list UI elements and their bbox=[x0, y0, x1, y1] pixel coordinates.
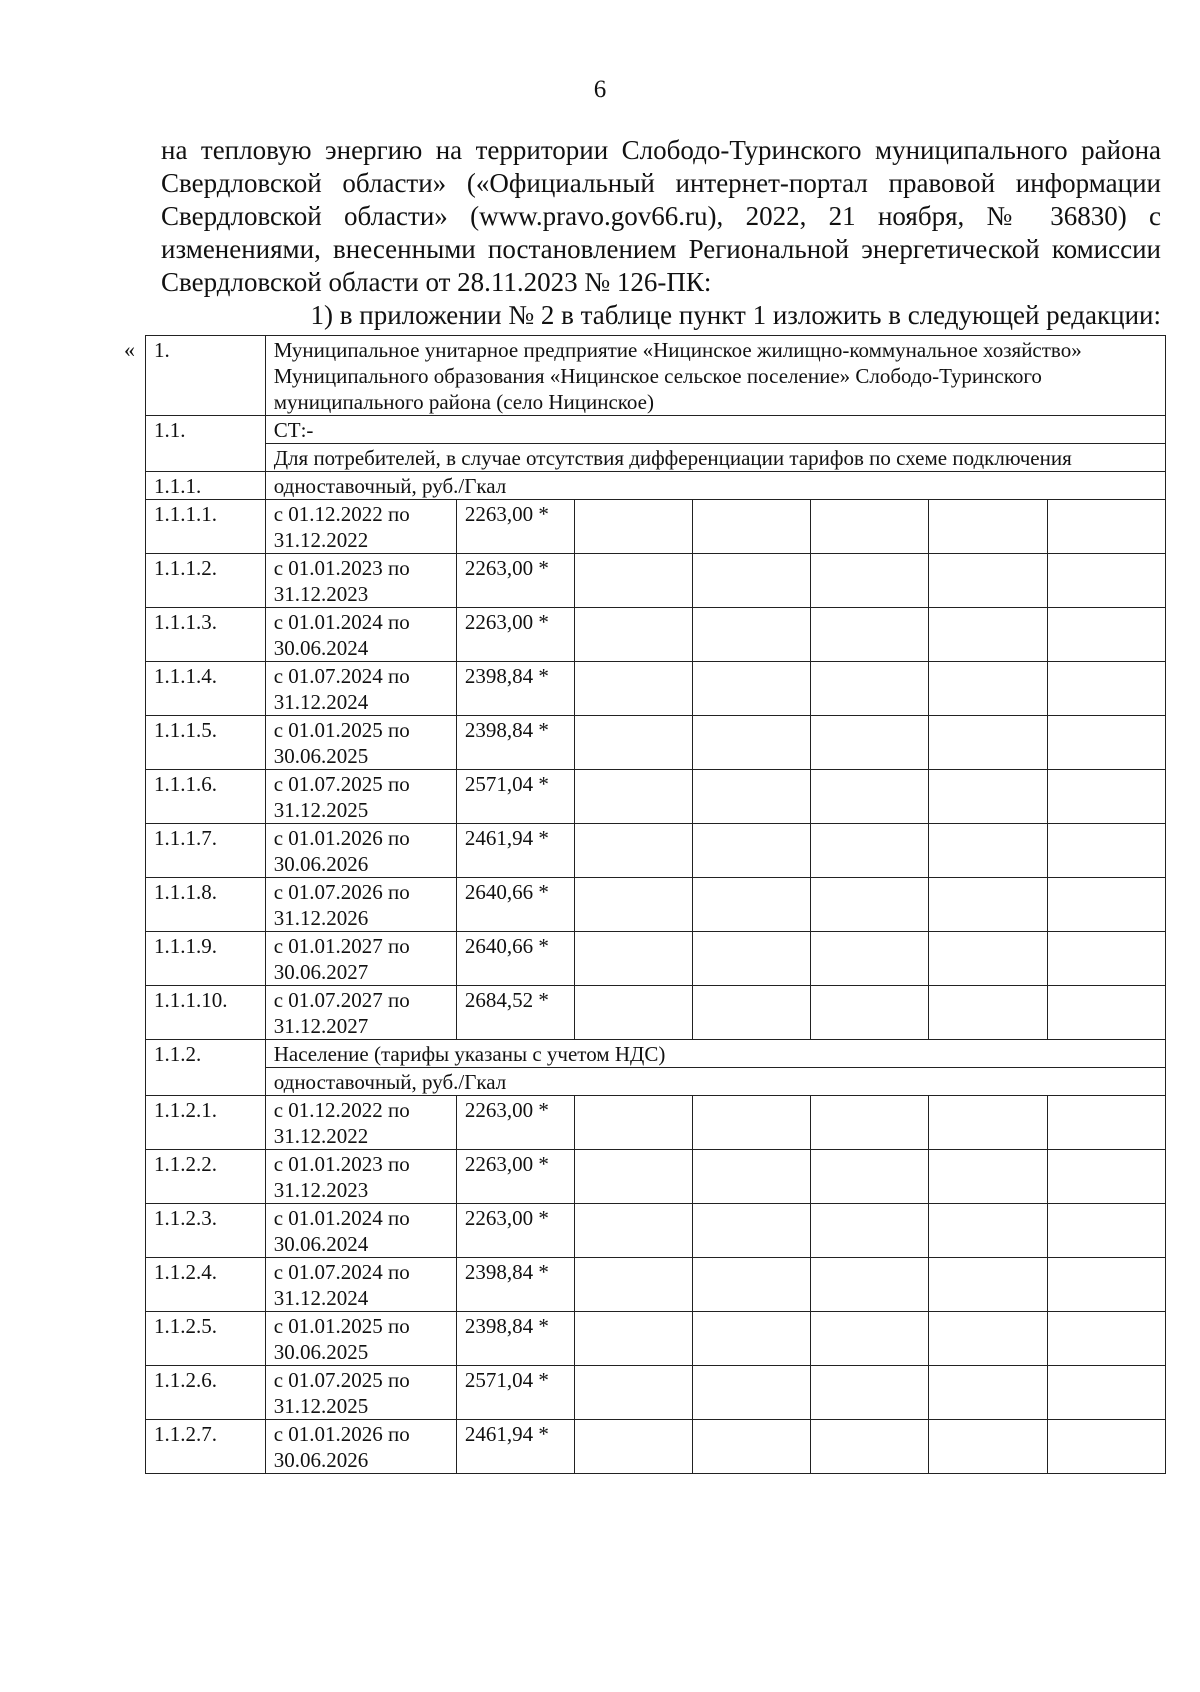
table-row bbox=[146, 1040, 1166, 1068]
empty-cell bbox=[692, 1096, 810, 1150]
empty-cell bbox=[929, 878, 1047, 932]
empty-cell bbox=[811, 1150, 929, 1204]
tariff-value: 2571,04 * bbox=[456, 770, 574, 824]
tariff-value: 2263,00 * bbox=[456, 608, 574, 662]
row-number: 1.1.1.5. bbox=[146, 716, 266, 770]
period-cell: с 01.07.2025 по 31.12.2025 bbox=[265, 770, 456, 824]
tariff-value: 2398,84 * bbox=[456, 1312, 574, 1366]
period-cell: с 01.12.2022 по 31.12.2022 bbox=[265, 500, 456, 554]
empty-cell bbox=[811, 608, 929, 662]
empty-cell bbox=[692, 1204, 810, 1258]
intro-text bbox=[161, 134, 1161, 332]
tariff-value: 2640,66 * bbox=[456, 932, 574, 986]
empty-cell bbox=[929, 608, 1047, 662]
tariff-value: 2263,00 * bbox=[456, 554, 574, 608]
intro-paragraph: на тепловую энергию на территории Слободо-Туринского муниципального района Свердловской области» («Официальный интернет-портал правовой информации Свердловской области» (www.pravo.gov66.ru), 2022, 21 ноября, № 36830) с изменениями, внесенными постановлением Региональной энергетической комиссии Свердловской области от 28.11.2023 № 126-ПК: bbox=[161, 135, 1161, 297]
empty-cell bbox=[929, 824, 1047, 878]
empty-cell bbox=[574, 1312, 692, 1366]
empty-cell bbox=[929, 1150, 1047, 1204]
empty-cell bbox=[574, 986, 692, 1040]
table-row bbox=[146, 824, 1166, 878]
table-row bbox=[146, 608, 1166, 662]
consumers-label: Для потребителей, в случае отсутствия дифференциации тарифов по схеме подключения bbox=[265, 444, 1165, 472]
period-cell: с 01.01.2023 по 31.12.2023 bbox=[265, 1150, 456, 1204]
section-label: Население (тарифы указаны с учетом НДС) bbox=[265, 1040, 1165, 1068]
empty-cell bbox=[929, 1366, 1047, 1420]
empty-cell bbox=[574, 500, 692, 554]
empty-cell bbox=[929, 1258, 1047, 1312]
st-label: СТ:- bbox=[265, 416, 1165, 444]
row-number: 1.1.1.6. bbox=[146, 770, 266, 824]
tariff-value: 2571,04 * bbox=[456, 1366, 574, 1420]
table-row bbox=[146, 986, 1166, 1040]
period-cell: с 01.01.2023 по 31.12.2023 bbox=[265, 554, 456, 608]
table-row bbox=[146, 1150, 1166, 1204]
row-number: 1.1.2. bbox=[146, 1040, 266, 1096]
empty-cell bbox=[811, 824, 929, 878]
tariff-value: 2398,84 * bbox=[456, 1258, 574, 1312]
period-cell: с 01.07.2026 по 31.12.2026 bbox=[265, 878, 456, 932]
empty-cell bbox=[692, 554, 810, 608]
empty-cell bbox=[929, 1204, 1047, 1258]
tariff-value: 2461,94 * bbox=[456, 1420, 574, 1474]
period-cell: с 01.07.2024 по 31.12.2024 bbox=[265, 1258, 456, 1312]
empty-cell bbox=[692, 1312, 810, 1366]
empty-cell bbox=[1047, 824, 1165, 878]
row-number: 1.1.1.9. bbox=[146, 932, 266, 986]
empty-cell bbox=[574, 1096, 692, 1150]
empty-cell bbox=[574, 1366, 692, 1420]
empty-cell bbox=[811, 1258, 929, 1312]
empty-cell bbox=[929, 500, 1047, 554]
intro-item: 1) в приложении № 2 в таблице пункт 1 изложить в следующей редакции: bbox=[310, 300, 1161, 330]
table-row bbox=[146, 416, 1166, 444]
tariff-value: 2398,84 * bbox=[456, 716, 574, 770]
row-number: 1.1.2.7. bbox=[146, 1420, 266, 1474]
row-number: 1.1.2.3. bbox=[146, 1204, 266, 1258]
table-row bbox=[146, 472, 1166, 500]
empty-cell bbox=[692, 500, 810, 554]
row-number: 1.1.1.7. bbox=[146, 824, 266, 878]
table-row bbox=[146, 1258, 1166, 1312]
empty-cell bbox=[811, 878, 929, 932]
section-label: одноставочный, руб./Гкал bbox=[265, 472, 1165, 500]
empty-cell bbox=[1047, 554, 1165, 608]
empty-cell bbox=[574, 716, 692, 770]
empty-cell bbox=[929, 1420, 1047, 1474]
tariff-value: 2263,00 * bbox=[456, 1150, 574, 1204]
tariff-table bbox=[145, 335, 1166, 1474]
period-cell: с 01.07.2027 по 31.12.2027 bbox=[265, 986, 456, 1040]
empty-cell bbox=[692, 1150, 810, 1204]
row-number: 1.1.1.10. bbox=[146, 986, 266, 1040]
empty-cell bbox=[692, 716, 810, 770]
empty-cell bbox=[811, 1420, 929, 1474]
table-row bbox=[146, 444, 1166, 472]
row-number: 1.1.2.4. bbox=[146, 1258, 266, 1312]
period-cell: с 01.01.2024 по 30.06.2024 bbox=[265, 1204, 456, 1258]
empty-cell bbox=[574, 932, 692, 986]
row-number: 1.1.2.5. bbox=[146, 1312, 266, 1366]
empty-cell bbox=[692, 662, 810, 716]
empty-cell bbox=[811, 1096, 929, 1150]
empty-cell bbox=[811, 554, 929, 608]
empty-cell bbox=[1047, 986, 1165, 1040]
empty-cell bbox=[929, 986, 1047, 1040]
empty-cell bbox=[929, 554, 1047, 608]
empty-cell bbox=[692, 1258, 810, 1312]
row-number: 1.1.2.6. bbox=[146, 1366, 266, 1420]
empty-cell bbox=[692, 932, 810, 986]
empty-cell bbox=[574, 1420, 692, 1474]
empty-cell bbox=[692, 824, 810, 878]
section-sub-label: одноставочный, руб./Гкал bbox=[265, 1068, 1165, 1096]
empty-cell bbox=[574, 608, 692, 662]
empty-cell bbox=[692, 608, 810, 662]
empty-cell bbox=[811, 1204, 929, 1258]
period-cell: с 01.12.2022 по 31.12.2022 bbox=[265, 1096, 456, 1150]
period-cell: с 01.01.2027 по 30.06.2027 bbox=[265, 932, 456, 986]
empty-cell bbox=[1047, 716, 1165, 770]
empty-cell bbox=[574, 662, 692, 716]
empty-cell bbox=[929, 770, 1047, 824]
empty-cell bbox=[1047, 932, 1165, 986]
row-number: 1. bbox=[146, 336, 266, 416]
table-row bbox=[146, 932, 1166, 986]
empty-cell bbox=[692, 878, 810, 932]
tariff-value: 2398,84 * bbox=[456, 662, 574, 716]
empty-cell bbox=[1047, 500, 1165, 554]
empty-cell bbox=[811, 932, 929, 986]
empty-cell bbox=[574, 1258, 692, 1312]
empty-cell bbox=[1047, 1258, 1165, 1312]
empty-cell bbox=[574, 1204, 692, 1258]
tariff-value: 2640,66 * bbox=[456, 878, 574, 932]
table-row bbox=[146, 1366, 1166, 1420]
empty-cell bbox=[692, 770, 810, 824]
period-cell: с 01.01.2026 по 30.06.2026 bbox=[265, 1420, 456, 1474]
table-row bbox=[146, 1068, 1166, 1096]
empty-cell bbox=[1047, 1204, 1165, 1258]
empty-cell bbox=[929, 932, 1047, 986]
empty-cell bbox=[811, 662, 929, 716]
period-cell: с 01.07.2025 по 31.12.2025 bbox=[265, 1366, 456, 1420]
empty-cell bbox=[811, 716, 929, 770]
empty-cell bbox=[1047, 608, 1165, 662]
table-row bbox=[146, 716, 1166, 770]
empty-cell bbox=[811, 1312, 929, 1366]
table-row bbox=[146, 1420, 1166, 1474]
row-number: 1.1. bbox=[146, 416, 266, 472]
row-number: 1.1.2.1. bbox=[146, 1096, 266, 1150]
row-number: 1.1.1.3. bbox=[146, 608, 266, 662]
empty-cell bbox=[811, 770, 929, 824]
period-cell: с 01.01.2025 по 30.06.2025 bbox=[265, 1312, 456, 1366]
table-row bbox=[146, 554, 1166, 608]
table-row bbox=[146, 1204, 1166, 1258]
tariff-value: 2263,00 * bbox=[456, 500, 574, 554]
empty-cell bbox=[574, 554, 692, 608]
table-row bbox=[146, 336, 1166, 416]
empty-cell bbox=[811, 986, 929, 1040]
row-number: 1.1.1.1. bbox=[146, 500, 266, 554]
tariff-value: 2263,00 * bbox=[456, 1096, 574, 1150]
tariff-value: 2684,52 * bbox=[456, 986, 574, 1040]
row-number: 1.1.1.8. bbox=[146, 878, 266, 932]
period-cell: с 01.01.2024 по 30.06.2024 bbox=[265, 608, 456, 662]
tariff-value: 2461,94 * bbox=[456, 824, 574, 878]
empty-cell bbox=[1047, 662, 1165, 716]
empty-cell bbox=[811, 1366, 929, 1420]
table-row bbox=[146, 1312, 1166, 1366]
organization-name: Муниципальное унитарное предприятие «Ницинское жилищно-коммунальное хозяйство» Муниципального образования «Ницинское сельское поселение» Слободо-Туринского муниципального района (село Ницинское) bbox=[265, 336, 1165, 416]
empty-cell bbox=[692, 1420, 810, 1474]
row-number: 1.1.1.4. bbox=[146, 662, 266, 716]
period-cell: с 01.01.2026 по 30.06.2026 bbox=[265, 824, 456, 878]
empty-cell bbox=[574, 770, 692, 824]
empty-cell bbox=[1047, 1312, 1165, 1366]
row-number: 1.1.2.2. bbox=[146, 1150, 266, 1204]
empty-cell bbox=[1047, 878, 1165, 932]
empty-cell bbox=[1047, 1366, 1165, 1420]
empty-cell bbox=[929, 1096, 1047, 1150]
tariff-value: 2263,00 * bbox=[456, 1204, 574, 1258]
empty-cell bbox=[574, 824, 692, 878]
period-cell: с 01.01.2025 по 30.06.2025 bbox=[265, 716, 456, 770]
empty-cell bbox=[811, 500, 929, 554]
table-row bbox=[146, 770, 1166, 824]
empty-cell bbox=[574, 1150, 692, 1204]
period-cell: с 01.07.2024 по 31.12.2024 bbox=[265, 662, 456, 716]
table-row bbox=[146, 662, 1166, 716]
empty-cell bbox=[692, 986, 810, 1040]
page-number: 6 bbox=[593, 76, 607, 103]
quote-open-mark: « bbox=[124, 337, 135, 362]
empty-cell bbox=[1047, 1150, 1165, 1204]
table-row bbox=[146, 500, 1166, 554]
empty-cell bbox=[929, 716, 1047, 770]
row-number: 1.1.1. bbox=[146, 472, 266, 500]
empty-cell bbox=[574, 878, 692, 932]
empty-cell bbox=[692, 1366, 810, 1420]
empty-cell bbox=[1047, 1096, 1165, 1150]
empty-cell bbox=[1047, 1420, 1165, 1474]
empty-cell bbox=[929, 662, 1047, 716]
table-row bbox=[146, 878, 1166, 932]
table-row bbox=[146, 1096, 1166, 1150]
empty-cell bbox=[1047, 770, 1165, 824]
empty-cell bbox=[929, 1312, 1047, 1366]
row-number: 1.1.1.2. bbox=[146, 554, 266, 608]
